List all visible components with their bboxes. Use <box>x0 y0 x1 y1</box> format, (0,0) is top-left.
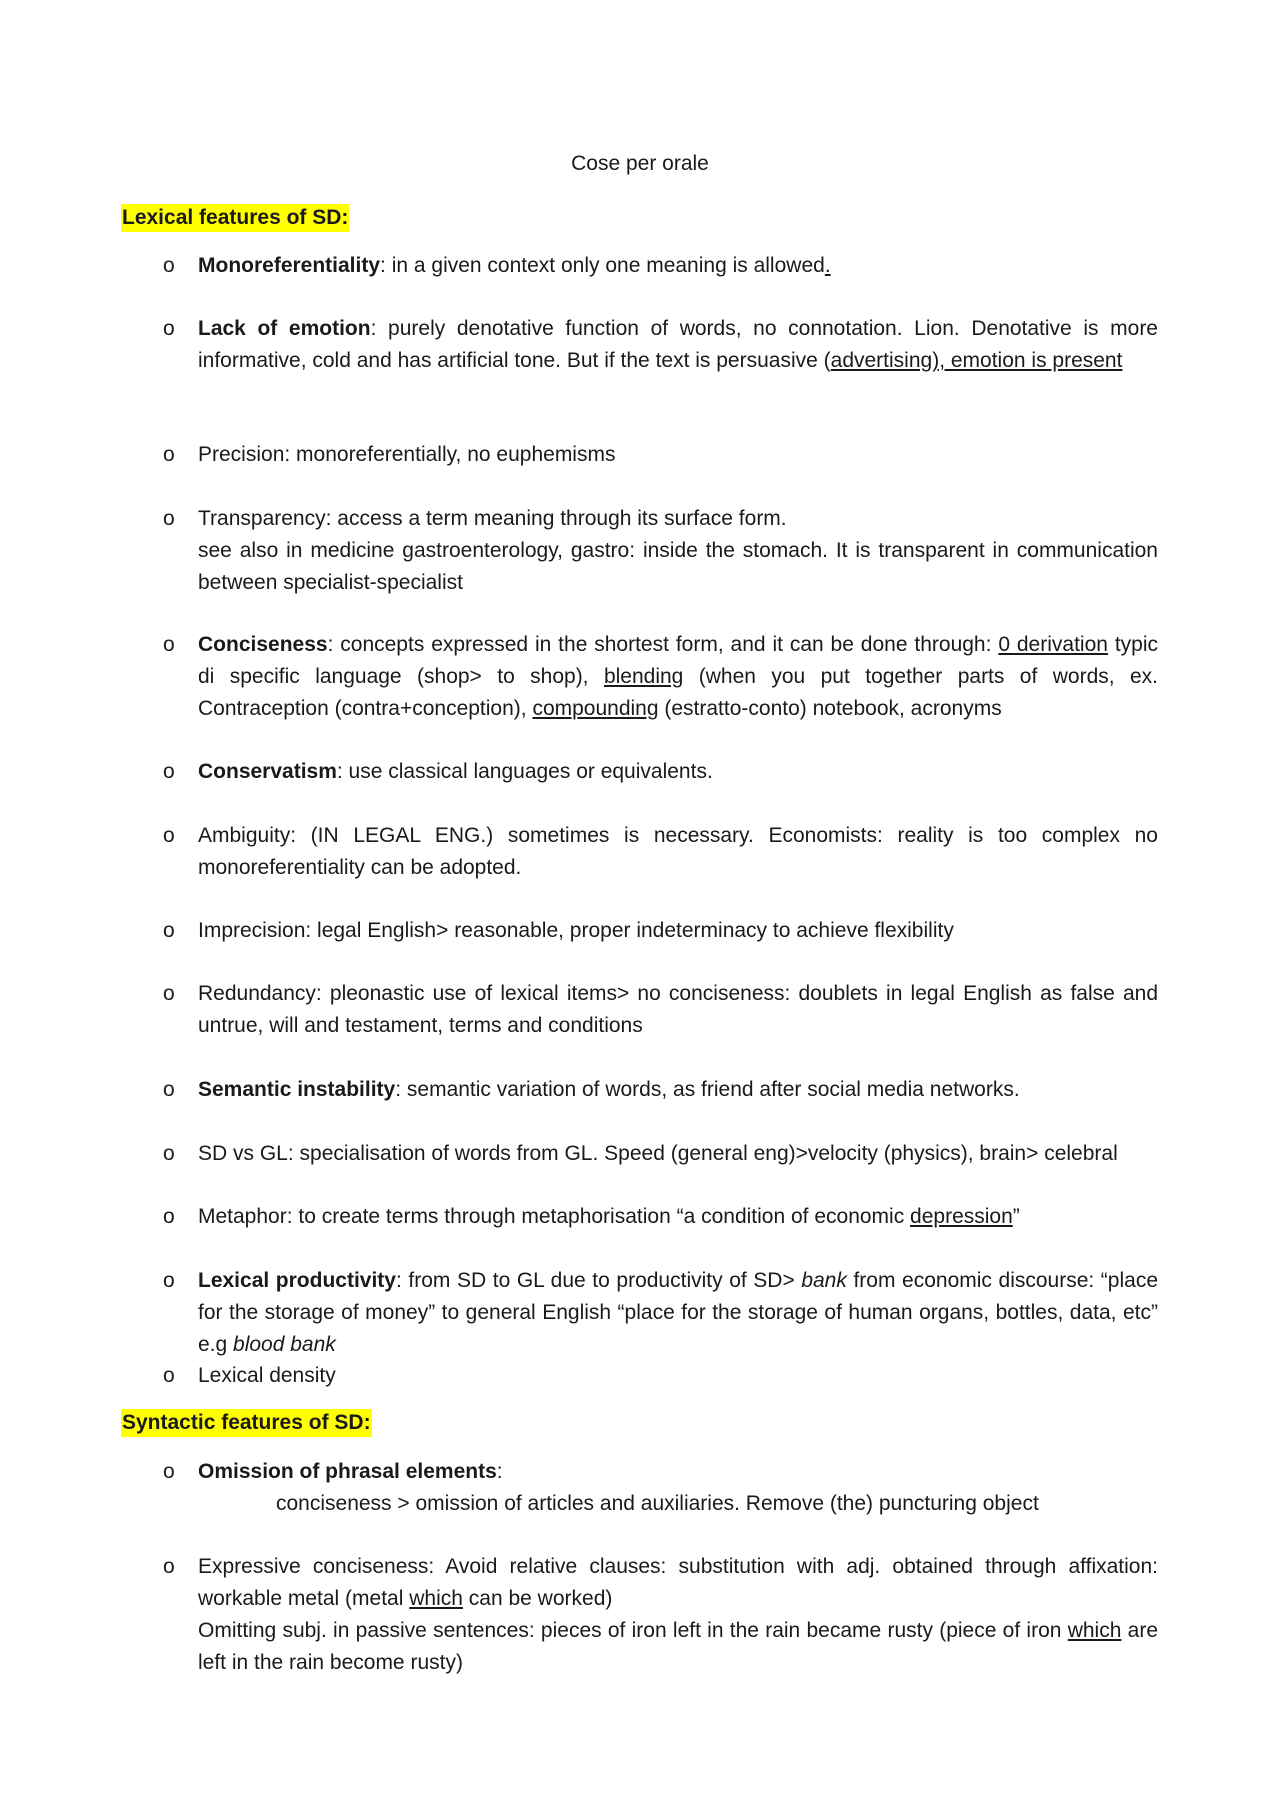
bullet: o <box>163 507 175 530</box>
list-item: Omission of phrasal elements: conciseness > omission of articles and auxiliaries. Remove (the) puncturing object <box>198 1460 1039 1515</box>
list-item: Lexical productivity: from SD to GL due to productivity of SD> bank from economic discourse: “place for the storage of money” to general English “place for the storage of human organs, bottles, data, etc” e.g blood bank <box>198 1269 1159 1356</box>
bullet: o <box>163 1460 175 1483</box>
bullet: o <box>163 1142 175 1165</box>
bullet: o <box>163 919 175 942</box>
list-item: Semantic instability: semantic variation of words, as friend after social media networks. <box>198 1078 1020 1101</box>
bullet: o <box>163 824 175 847</box>
bullet: o <box>163 254 175 277</box>
syntactic-heading: Syntactic features of SD: <box>121 1409 372 1437</box>
bullet: o <box>163 443 175 466</box>
list-item: Conservatism: use classical languages or equivalents. <box>198 760 713 783</box>
bullet: o <box>163 1078 175 1101</box>
bullet: o <box>163 1269 175 1292</box>
list-item: Redundancy: pleonastic use of lexical items> no conciseness: doublets in legal English as false and untrue, will and testament, terms and conditions <box>198 982 1158 1037</box>
page-title: Cose per orale <box>571 152 709 175</box>
bullet: o <box>163 982 175 1005</box>
list-item: Expressive conciseness: Avoid relative clauses: substitution with adj. obtained through affixation: workable metal (metal which can be worked) Omitting subj. in passive sentences: pieces of iron left in the rain became rusty (piece of iron which are left in the rain become rusty) <box>198 1555 1158 1674</box>
list-item: Lexical density <box>198 1364 336 1387</box>
list-item: Ambiguity: (IN LEGAL ENG.) sometimes is necessary. Economists: reality is too complex no monoreferentiality can be adopted. <box>198 824 1158 879</box>
bullet: o <box>163 1555 175 1578</box>
bullet: o <box>163 317 175 340</box>
list-item: SD vs GL: specialisation of words from GL. Speed (general eng)>velocity (physics), brain> celebral <box>198 1142 1118 1165</box>
bullet: o <box>163 1205 175 1228</box>
bullet: o <box>163 633 175 656</box>
list-item: Monoreferentiality: in a given context only one meaning is allowed. <box>198 254 831 277</box>
list-item: Precision: monoreferentially, no euphemisms <box>198 443 616 466</box>
bullet: o <box>163 760 175 783</box>
bullet: o <box>163 1364 175 1387</box>
lexical-heading: Lexical features of SD: <box>121 204 349 232</box>
list-item: Lack of emotion: purely denotative function of words, no connotation. Lion. Denotative is more informative, cold and has artificial tone. But if the text is persuasive (advertising), emotion is present <box>198 317 1158 372</box>
list-item: Imprecision: legal English> reasonable, proper indeterminacy to achieve flexibility <box>198 919 954 942</box>
list-item: Transparency: access a term meaning through its surface form. see also in medicine gastroenterology, gastro: inside the stomach. It is transparent in communication between specialist-specialist <box>198 507 1158 594</box>
list-item: Metaphor: to create terms through metaphorisation “a condition of economic depression” <box>198 1205 1020 1228</box>
list-item: Conciseness: concepts expressed in the shortest form, and it can be done through: 0 derivation typic di specific language (shop> to shop), blending (when you put together parts of words, ex. Contraception (contra+conception), compounding (estratto-conto) notebook, acronyms <box>198 633 1159 720</box>
